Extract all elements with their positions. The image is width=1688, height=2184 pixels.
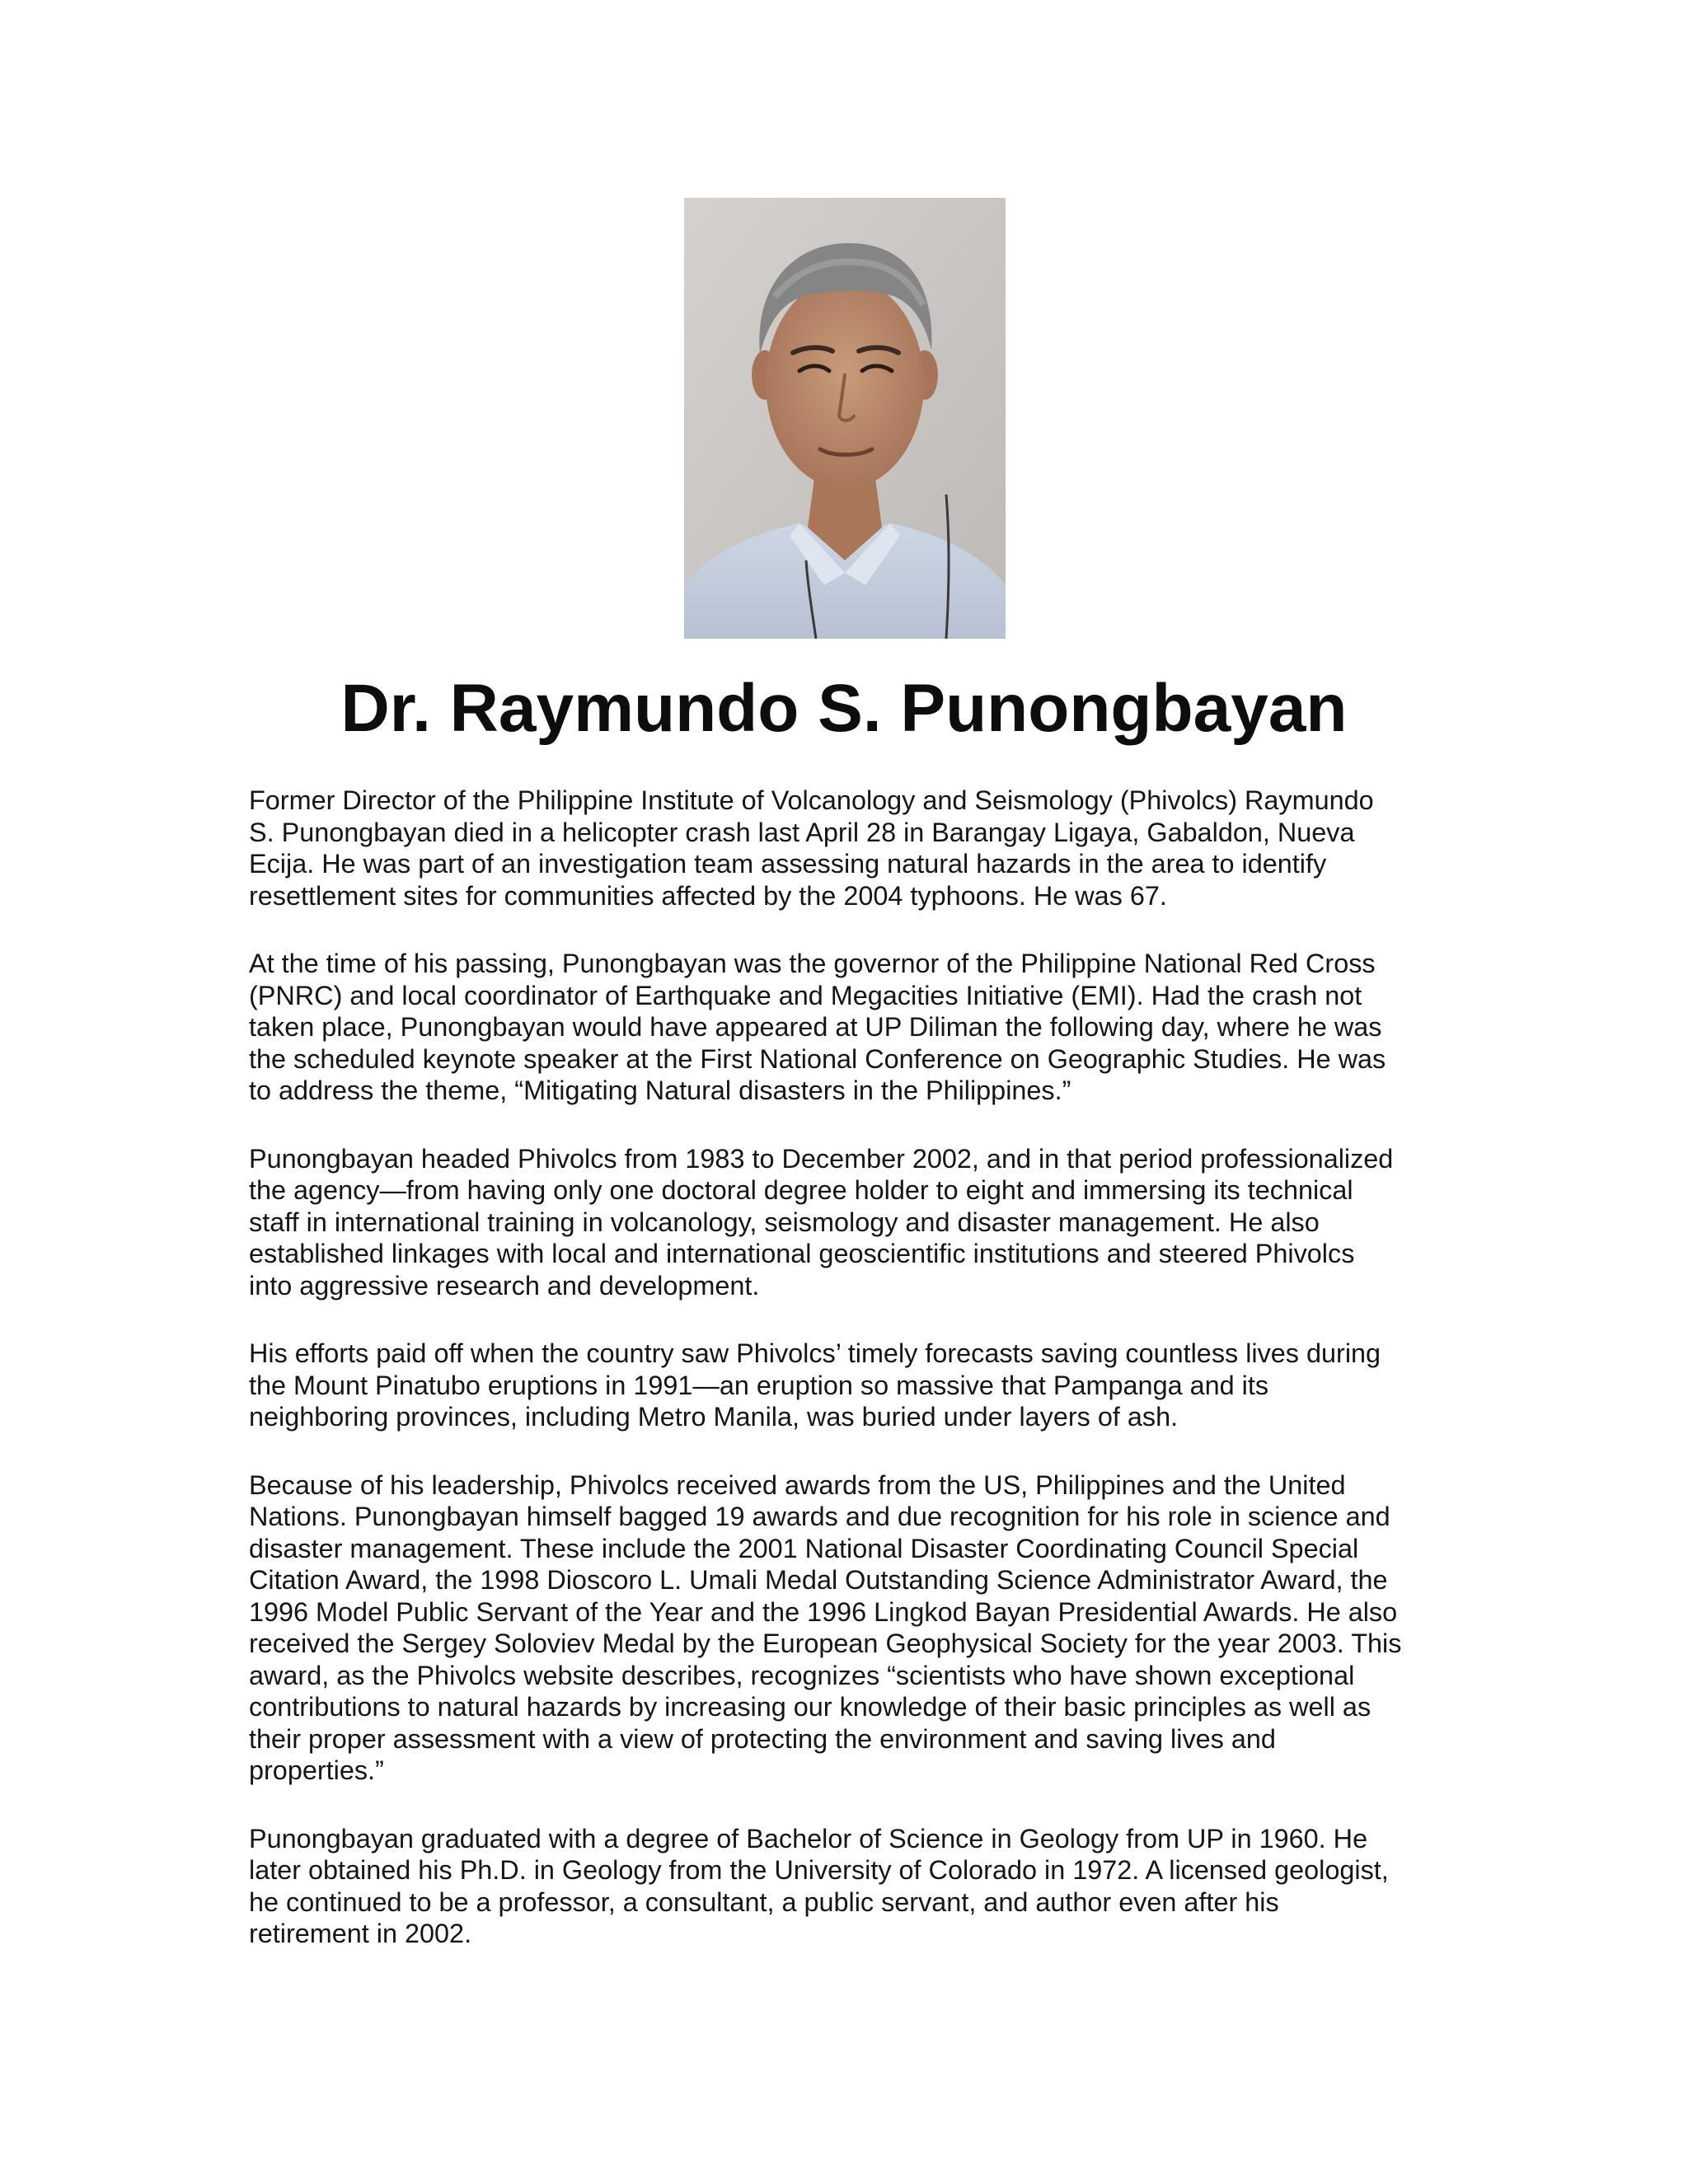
text-line: retirement in 2002. (249, 1919, 472, 1948)
text-line: Ecija. He was part of an investigation team assessing natural hazards in the area to identify (249, 849, 1327, 879)
text-line: Former Director of the Philippine Institute of Volcanology and Seismology (Phivolcs) Raymundo (249, 785, 1374, 815)
text-line: Because of his leadership, Phivolcs received awards from the US, Philippines and the United (249, 1469, 1346, 1500)
text-line: Nations. Punongbayan himself bagged 19 awards and due recognition for his role in science and (249, 1502, 1390, 1531)
article-body (249, 785, 1444, 1986)
text-line: later obtained his Ph.D. in Geology from the University of Colorado in 1972. A licensed geologist, (249, 1855, 1389, 1885)
text-line: neighboring provinces, including Metro Manila, was buried under layers of ash. (249, 1402, 1179, 1432)
portrait-illustration (684, 198, 1006, 639)
paragraph-2 (249, 948, 1444, 1107)
text-line: to address the theme, “Mitigating Natural disasters in the Philippines.” (249, 1076, 1071, 1105)
text-line: received the Sergey Soloviev Medal by the European Geophysical Society for the year 2003. This (249, 1629, 1402, 1658)
text-line: into aggressive research and development. (249, 1270, 760, 1301)
paragraph-1 (249, 785, 1444, 912)
text-line: At the time of his passing, Punongbayan was the governor of the Philippine National Red Cross (249, 949, 1376, 978)
paragraph-5 (249, 1469, 1444, 1787)
text-line: the agency—from having only one doctoral degree holder to eight and immersing its technical (249, 1175, 1353, 1205)
text-line: contributions to natural hazards by increasing our knowledge of their basic principles as well as (249, 1692, 1372, 1722)
page-title: Dr. Raymundo S. Punongbayan (340, 671, 1348, 746)
text-line: he continued to be a professor, a consultant, a public servant, and author even after his (249, 1886, 1279, 1917)
text-line: Punongbayan headed Phivolcs from 1983 to December 2002, and in that period professionalized (249, 1143, 1394, 1174)
text-line: resettlement sites for communities affected by the 2004 typhoons. He was 67. (249, 880, 1167, 911)
text-line: staff in international training in volcanology, seismology and disaster management. He also (249, 1207, 1320, 1237)
text-line: His efforts paid off when the country saw Phivolcs’ timely forecasts saving countless lives during (249, 1338, 1381, 1368)
text-line: award, as the Phivolcs website describes, recognizes “scientists who have shown exceptional (249, 1660, 1355, 1690)
text-line: their proper assessment with a view of protecting the environment and saving lives and (249, 1723, 1276, 1754)
paragraph-6 (249, 1823, 1444, 1950)
text-line: properties.” (249, 1755, 384, 1785)
text-line: Punongbayan graduated with a degree of Bachelor of Science in Geology from UP in 1960. He (249, 1823, 1368, 1854)
text-line: 1996 Model Public Servant of the Year and the 1996 Lingkod Bayan Presidential Awards. He also (249, 1596, 1398, 1627)
text-line: the scheduled keynote speaker at the First National Conference on Geographic Studies. He was (249, 1043, 1386, 1074)
portrait-photo (684, 198, 1006, 639)
text-line: (PNRC) and local coordinator of Earthquake and Megacities Initiative (EMI). Had the crash not (249, 980, 1362, 1010)
text-line: taken place, Punongbayan would have appeared at UP Diliman the following day, where he was (249, 1012, 1382, 1042)
paragraph-4 (249, 1338, 1444, 1433)
text-line: S. Punongbayan died in a helicopter crash last April 28 in Barangay Ligaya, Gabaldon, Nueva (249, 817, 1355, 847)
text-line: disaster management. These include the 2001 National Disaster Coordinating Council Special (249, 1533, 1359, 1563)
text-line: Citation Award, the 1998 Dioscoro L. Umali Medal Outstanding Science Administrator Award, the (249, 1565, 1388, 1595)
text-line: the Mount Pinatubo eruptions in 1991—an eruption so massive that Pampanga and its (249, 1370, 1269, 1400)
paragraph-3 (249, 1143, 1444, 1302)
text-line: established linkages with local and international geoscientific institutions and steered Phivolcs (249, 1239, 1355, 1268)
